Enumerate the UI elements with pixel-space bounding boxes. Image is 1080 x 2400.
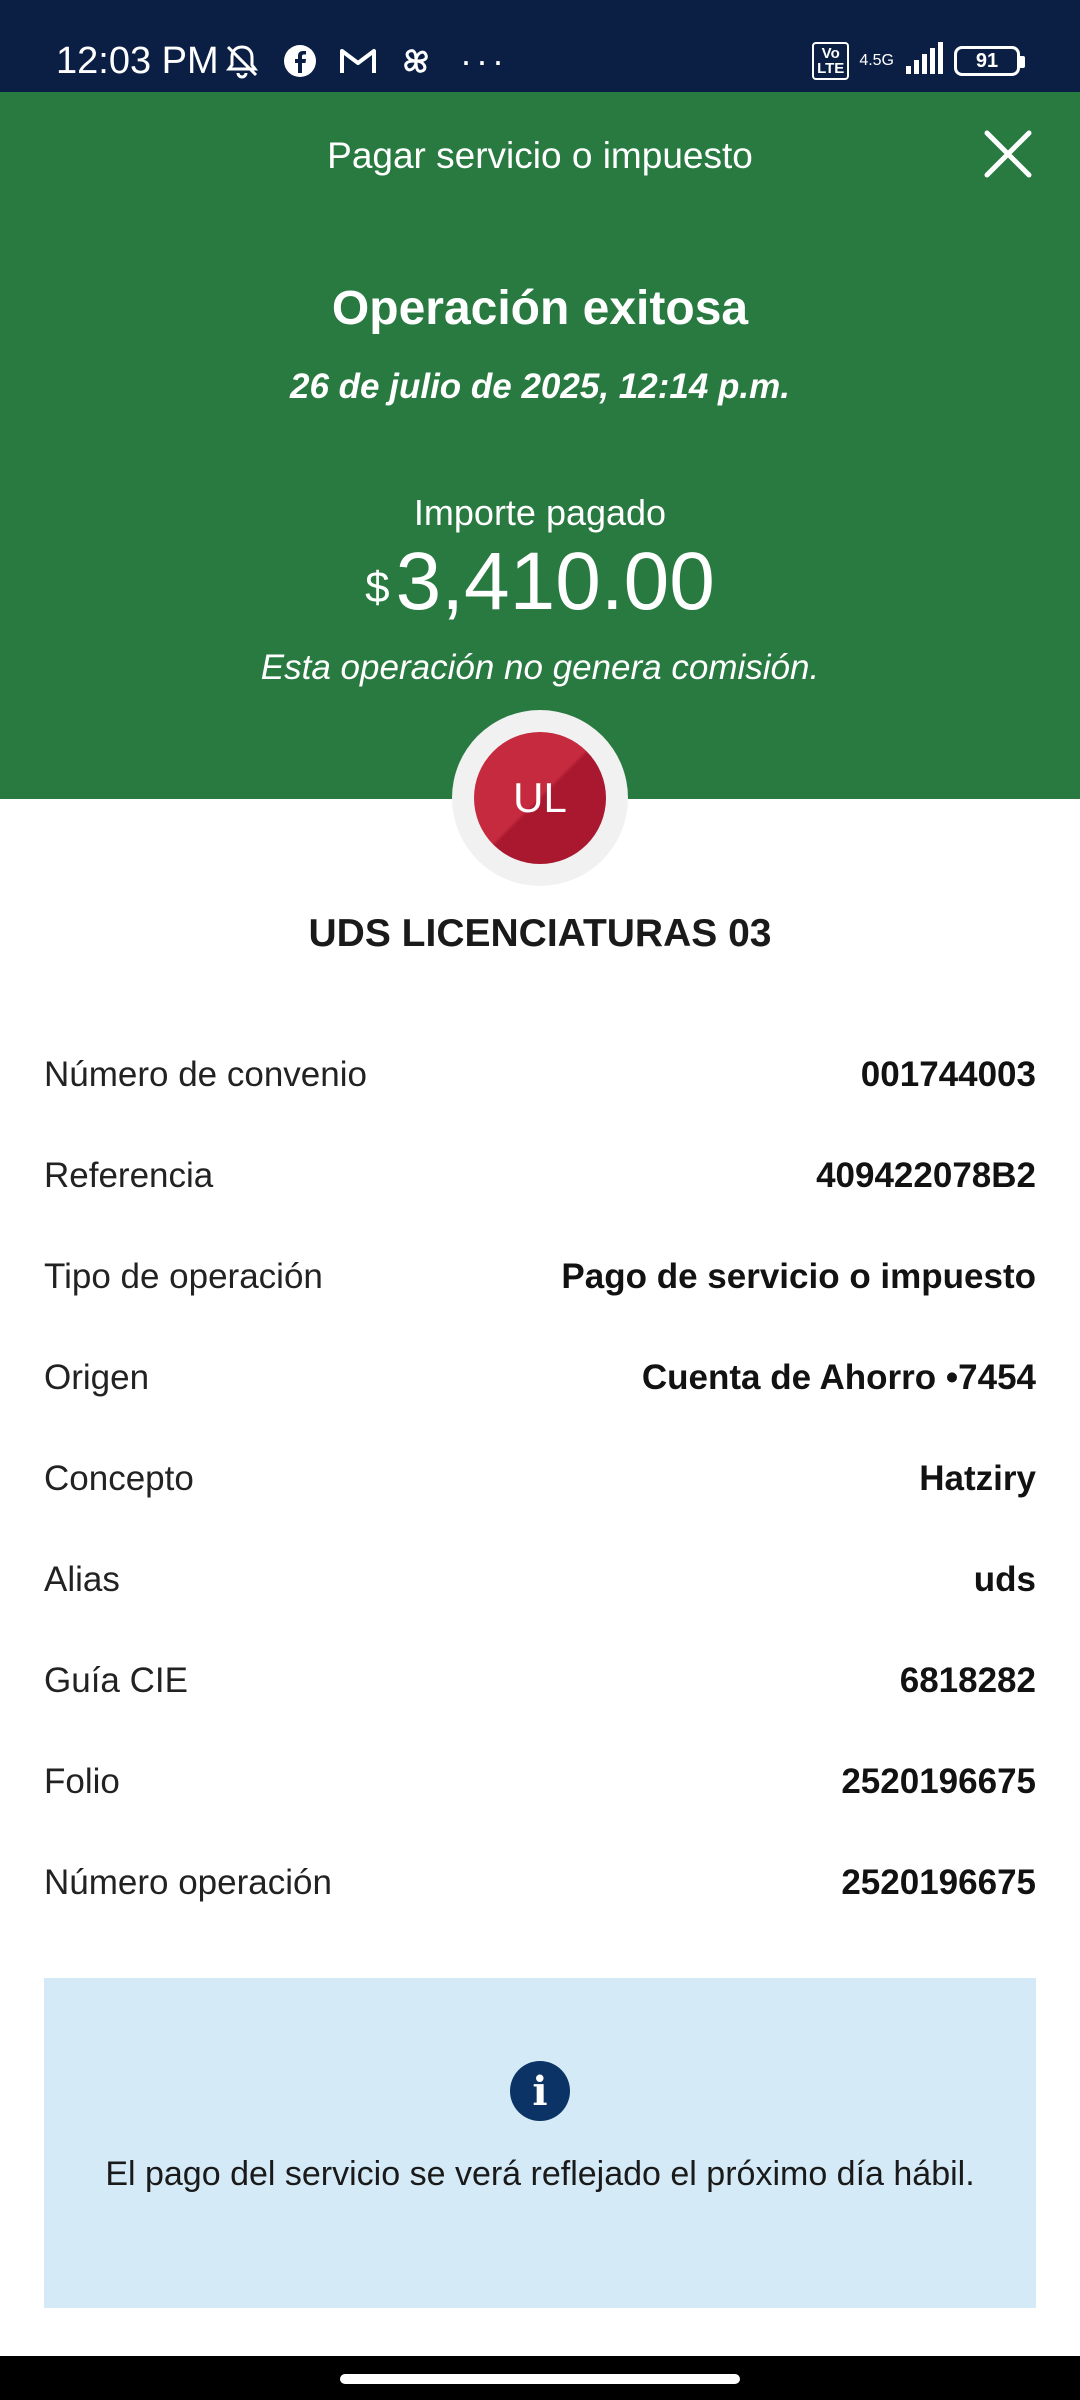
detail-label: Número de convenio bbox=[44, 1054, 367, 1094]
amount-value: 3,410.00 bbox=[395, 536, 715, 627]
network-type: 4.5G bbox=[859, 52, 894, 69]
detail-row-referencia bbox=[44, 1125, 1036, 1226]
detail-row-origen bbox=[44, 1327, 1036, 1428]
operation-date: 26 de julio de 2025, 12:14 p.m. bbox=[290, 367, 790, 406]
detail-label: Tipo de operación bbox=[44, 1256, 323, 1296]
detail-row-guia-cie bbox=[44, 1630, 1036, 1731]
detail-value: 6818282 bbox=[899, 1660, 1036, 1700]
volte-icon: Vo LTE bbox=[812, 42, 849, 80]
navigation-bar bbox=[0, 2356, 1080, 2400]
detail-row-tipo bbox=[44, 1226, 1036, 1327]
detail-label: Origen bbox=[44, 1357, 150, 1397]
detail-row-concepto bbox=[44, 1428, 1036, 1529]
bell-off-icon bbox=[222, 41, 262, 81]
detail-row-convenio bbox=[44, 1024, 1036, 1125]
detail-value: uds bbox=[973, 1559, 1036, 1599]
notification-icons bbox=[222, 38, 508, 84]
close-icon bbox=[983, 129, 1033, 179]
payee-name: UDS LICENCIATURAS 03 bbox=[308, 912, 772, 955]
detail-value: Cuenta de Ahorro •7454 bbox=[641, 1357, 1036, 1397]
detail-value: 409422078B2 bbox=[816, 1155, 1036, 1195]
info-text: El pago del servicio se verá reflejado el próximo día hábil. bbox=[105, 2155, 975, 2193]
detail-label: Guía CIE bbox=[44, 1660, 188, 1700]
amount-paid bbox=[0, 534, 1080, 653]
detail-value: Hatziry bbox=[919, 1458, 1036, 1498]
info-icon: i bbox=[510, 2061, 570, 2121]
detail-row-numero-operacion bbox=[44, 1832, 1036, 1933]
detail-value: 001744003 bbox=[860, 1054, 1036, 1094]
signal-icon bbox=[904, 42, 944, 81]
currency-symbol: $ bbox=[365, 563, 390, 612]
detail-row-folio bbox=[44, 1731, 1036, 1832]
detail-label: Número operación bbox=[44, 1862, 332, 1902]
avatar-ring bbox=[452, 710, 628, 886]
amount-label: Importe pagado bbox=[413, 492, 667, 533]
detail-label: Referencia bbox=[44, 1155, 214, 1195]
status-time: 12:03 PM bbox=[56, 40, 219, 82]
avatar: UL bbox=[474, 732, 606, 864]
status-bar bbox=[0, 0, 1080, 92]
detail-value: Pago de servicio o impuesto bbox=[561, 1256, 1036, 1296]
detail-value: 2520196675 bbox=[841, 1862, 1036, 1902]
commission-note: Esta operación no genera comisión. bbox=[260, 648, 820, 687]
detail-value: 2520196675 bbox=[841, 1761, 1036, 1801]
detail-row-alias bbox=[44, 1529, 1036, 1630]
more-notifications-icon: ··· bbox=[460, 40, 508, 81]
info-banner bbox=[44, 1978, 1036, 2308]
detail-label: Folio bbox=[44, 1761, 120, 1801]
operation-details bbox=[44, 1024, 1036, 1933]
battery-level: 91 bbox=[975, 49, 999, 72]
detail-label: Alias bbox=[44, 1559, 120, 1599]
gmail-icon bbox=[338, 41, 378, 81]
page-title: Pagar servicio o impuesto bbox=[327, 135, 753, 176]
success-header bbox=[0, 92, 1080, 799]
battery-icon bbox=[954, 46, 1020, 76]
pinwheel-icon bbox=[396, 41, 436, 81]
facebook-icon bbox=[280, 41, 320, 81]
home-gesture-handle[interactable] bbox=[340, 2374, 740, 2384]
close-button[interactable] bbox=[976, 122, 1040, 186]
operation-status: Operación exitosa bbox=[331, 282, 749, 335]
detail-label: Concepto bbox=[44, 1458, 194, 1498]
system-icons bbox=[812, 38, 1020, 84]
